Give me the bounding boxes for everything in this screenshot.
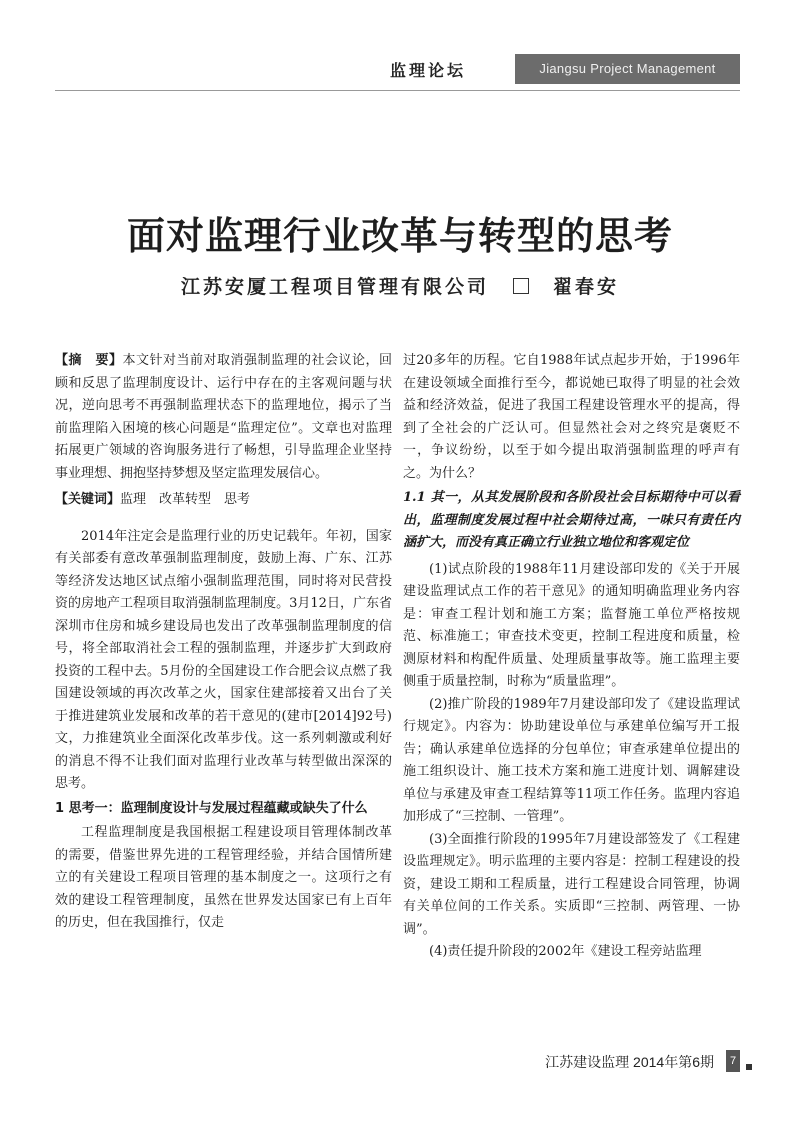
subsection-heading: 1.1 其一，从其发展阶段和各阶段社会目标期待中可以看出，监理制度发展过程中社会期待过高，一味只有责任内涵扩大，而没有真正确立行业独立地位和客观定位: [403, 490, 740, 550]
right-column: [403, 350, 740, 964]
page-header: [0, 54, 800, 88]
list-item: (2)推广阶段的1989年7月建设部印发了《建设监理试行规定》。内容为：协助建设单位与承建单位编写开工报告；确认承建单位选择的分包单位；审查承建单位提出的施工组织设计、施工技术方案和施工进度计划、调解建设单位与承建及审查工程结算等11项工作任务。监理内容追加形成了“三控制、一管理”。: [403, 696, 740, 824]
keywords-label: 【关键词】: [55, 492, 121, 507]
list-item: (1)试点阶段的1988年11月建设部印发的《关于开展建设监理试点工作的若干意见》的通知明确监理业务内容是：审查工程计划和施工方案；监督施工单位严格按规范、标准施工；审查技术变更，控制工程进度和质量，检测原材料和构配件质量、处理质量事故等。施工监理主要侧重于质量控制，时称为“质量监理”。: [403, 561, 740, 689]
affiliation: 江苏安厦工程项目管理有限公司: [180, 276, 489, 298]
author-line: [0, 272, 800, 299]
article-title: 面对监理行业改革与转型的思考: [126, 214, 673, 258]
journal-issue: 江苏建设监理 2014年第6期: [545, 1054, 714, 1070]
body-paragraph: 工程监理制度是我国根据工程建设项目管理体制改革的需要，借鉴世界先进的工程管理经验，并结合国情所建立的有关建设工程项目管理的基本制度之一。这项行之有效的建设工程管理制度，虽然在世界发达国家已有上百年的历史，但在我国推行，仅走: [55, 825, 392, 930]
page-number: 7: [726, 1050, 740, 1072]
abstract-text: 本文针对当前对取消强制监理的社会议论，回顾和反思了监理制度设计、运行中存在的主客观问题与状况，逆向思考不再强制监理状态下的监理地位，揭示了当前监理陷入困境的核心问题是“监理定位”。文章也对监理拓展更广领域的咨询服务进行了畅想，引导监理企业坚持事业理想、拥抱坚持梦想及坚定监理发展信心。: [55, 353, 392, 481]
list-item: (3)全面推行阶段的1995年7月建设部签发了《工程建设监理规定》。明示监理的主要内容是：控制工程建设的投资，建设工期和工程质量，进行工程建设合同管理，协调有关单位间的工作关系。实质即“三控制、两管理、一协调”。: [403, 831, 740, 937]
list-item: (4)责任提升阶段的2002年《建设工程旁站监理: [429, 944, 702, 959]
abstract: [55, 350, 392, 485]
keywords: [55, 489, 392, 512]
header-divider: [55, 90, 740, 91]
journal-banner: Jiangsu Project Management: [515, 54, 740, 84]
abstract-label: 【摘 要】: [55, 353, 123, 368]
page-footer: [0, 1050, 800, 1076]
left-column: [55, 350, 392, 935]
separator-box-icon: [513, 278, 529, 294]
author-name: 翟春安: [553, 276, 620, 298]
page-mark-icon: [746, 1064, 752, 1070]
section-heading: 1 思考一：监理制度设计与发展过程蕴藏或缺失了什么: [55, 800, 368, 816]
section-title: 监理论坛: [390, 61, 467, 80]
body-paragraph: 过20多年的历程。它自1988年试点起步开始，于1996年在建设领域全面推行至今，都说她已取得了明显的社会效益和经济效益，促进了我国工程建设管理水平的提高，得到了全社会的广泛认可。但显然社会对之终究是褒贬不一，争议纷纷，以至于如今提出取消强制监理的呼声有之。为什么？: [403, 353, 740, 481]
keywords-text: 监理 改革转型 思考: [120, 492, 251, 507]
body-paragraph: 2014年注定会是监理行业的历史记载年。年初，国家有关部委有意改革强制监理制度，鼓励上海、广东、江苏等经济发达地区试点缩小强制监理范围，同时将对民营投资的房地产工程项目取消强制监理制度。3月12日，广东省深圳市住房和城乡建设局也发出了改革强制监理制度的信号，将全部取消社会工程的强制监理，并逐步扩大到政府投资的工程中去。5月份的全国建设工作合肥会议点燃了我国建设领域的再次改革之火，国家住建部接着又出台了关于推进建筑业发展和改革的若干意见的(建市[2014]92号)文，力推建筑业全面深化改革步伐。这一系列刺激或利好的消息不得不让我们面对监理行业改革与转型做出深深的思考。: [55, 528, 392, 791]
